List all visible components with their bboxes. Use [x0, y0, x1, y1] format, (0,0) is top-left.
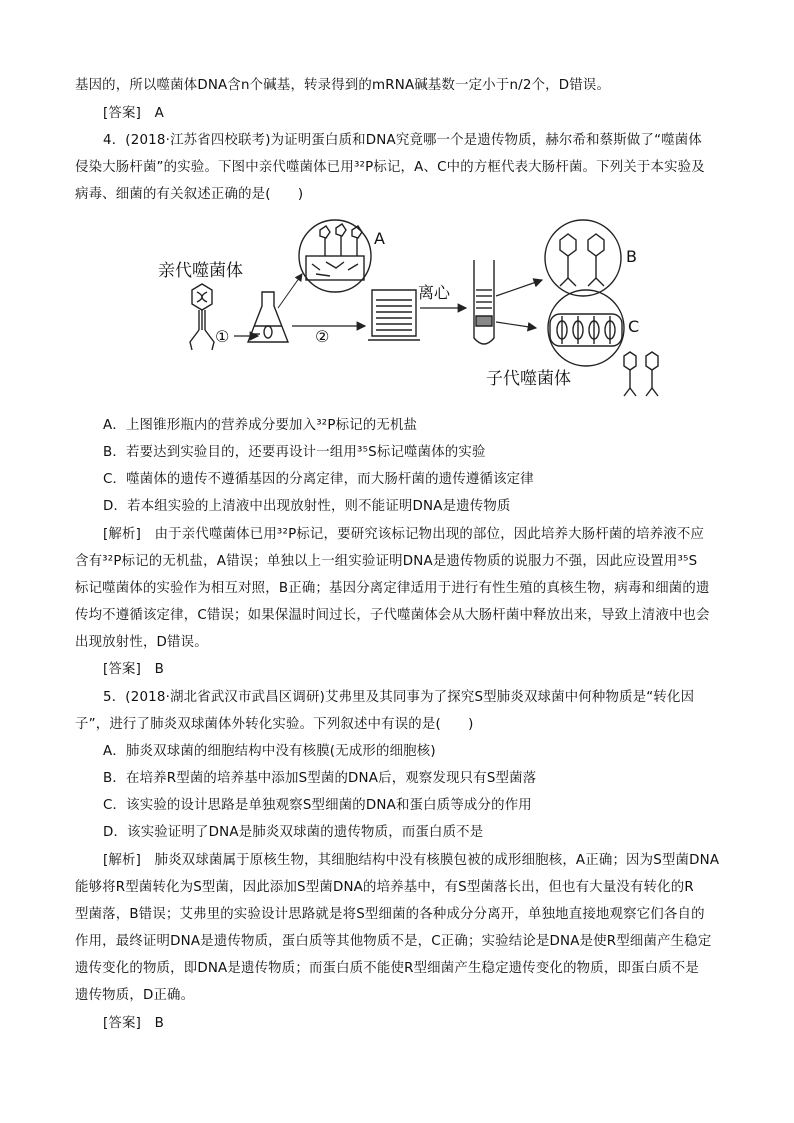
pellet-detail-circle: [548, 290, 624, 366]
text-line: 含有³²P标记的无机盐，A错误；单独以上一组实验证明DNA是遗传物质的说服力不强，因此应设置用³⁵S: [75, 554, 698, 569]
step-2-label: ②: [315, 327, 330, 346]
label-a: A: [374, 229, 385, 248]
analysis-line: [解析] 肺炎双球菌属于原核生物，其细胞结构中没有核膜包被的成形细胞核，A正确；因为S型菌DNA: [103, 853, 720, 868]
text-line: 侵染大肠杆菌”的实验。下图中亲代噬菌体已用³²P标记，A、C中的方框代表大肠杆菌。下列关于本实验及: [75, 160, 705, 175]
text-line: 传均不遵循该定律，C错误；如果保温时间过长，子代噬菌体会从大肠杆菌中释放出来，导致上清液中也会: [75, 608, 710, 623]
flask-icon: [248, 292, 288, 342]
offspring-phage-label: 子代噬菌体: [486, 369, 571, 389]
analysis-line: [解析] 由于亲代噬菌体已用³²P标记，要研究该标记物出现的部位，因此培养大肠杆菌的培养液不应: [103, 527, 705, 542]
text-line: 作用，最终证明DNA是遗传物质，蛋白质等其他物质不是，C正确；实验结论是DNA是使R型细菌产生稳定: [75, 934, 712, 949]
beaker-icon: [368, 290, 420, 340]
offspring-phage-icon: [624, 352, 658, 396]
centrifuge-tube-icon: [474, 260, 494, 344]
answer-line: [答案] B: [103, 1016, 165, 1031]
text-line: 出现放射性，D错误。: [75, 635, 208, 650]
question-5-stem: 5．(2018·湖北省武汉市武昌区调研)艾弗里及其同事为了探究S型肺炎双球菌中何种物质是“转化因: [103, 690, 695, 705]
option-a: A．肺炎双球菌的细胞结构中没有核膜(无成形的细胞核): [103, 744, 436, 759]
label-b: B: [626, 247, 637, 266]
parent-phage-label: 亲代噬菌体: [158, 261, 243, 281]
text-line: 型菌落，B错误；艾弗里的实验设计思路就是将S型细菌的各种成分分离开，单独地直接地观察它们各自的: [75, 907, 705, 922]
centrifuge-label: 离心: [418, 283, 451, 302]
option-b: B．若要达到实验目的，还要再设计一组用³⁵S标记噬菌体的实验: [103, 445, 486, 460]
option-d: D．该实验证明了DNA是肺炎双球菌的遗传物质，而蛋白质不是: [103, 825, 484, 840]
supernatant-detail-circle: [545, 220, 621, 296]
step-1-label: ①: [215, 327, 230, 346]
option-a: A．上图锥形瓶内的营养成分要加入³²P标记的无机盐: [103, 418, 418, 433]
text-line: 标记噬菌体的实验作为相互对照，B正确；基因分离定律适用于进行有性生殖的真核生物，病毒和细菌的遗: [75, 581, 710, 596]
text-line: 能够将R型菌转化为S型菌，因此添加S型菌DNA的培养基中，有S型菌落长出，但也有大量没有转化的R: [75, 880, 694, 895]
experiment-diagram: [150, 218, 660, 403]
answer-line: [答案] A: [103, 106, 164, 121]
parent-phage-icon: [190, 284, 214, 350]
question-4-stem: 4．(2018·江苏省四校联考)为证明蛋白质和DNA究竟哪一个是遗传物质，赫尔希和蔡斯做了“噬菌体: [103, 133, 702, 148]
option-c: C．该实验的设计思路是单独观察S型细菌的DNA和蛋白质等成分的作用: [103, 798, 532, 813]
label-c: C: [628, 317, 640, 336]
option-b: B．在培养R型菌的培养基中添加S型菌的DNA后，观察发现只有S型菌落: [103, 771, 537, 786]
answer-line: [答案] B: [103, 662, 165, 677]
text-line: 基因的，所以噬菌体DNA含n个碱基，转录得到的mRNA碱基数一定小于n/2个，D错误。: [75, 78, 611, 93]
text-line: 遗传变化的物质，即DNA是遗传物质；而蛋白质不能使R型细菌产生稳定遗传变化的物质，即蛋白质不是: [75, 961, 699, 976]
option-c: C．噬菌体的遗传不遵循基因的分离定律，而大肠杆菌的遗传遵循该定律: [103, 472, 534, 487]
option-d: D．若本组实验的上清液中出现放射性，则不能证明DNA是遗传物质: [103, 499, 511, 514]
text-line: 病毒、细菌的有关叙述正确的是( ): [75, 187, 304, 202]
text-line: 子”，进行了肺炎双球菌体外转化实验。下列叙述中有误的是( ): [75, 717, 474, 732]
infection-detail-circle: [299, 220, 371, 292]
text-line: 遗传物质，D正确。: [75, 988, 195, 1003]
